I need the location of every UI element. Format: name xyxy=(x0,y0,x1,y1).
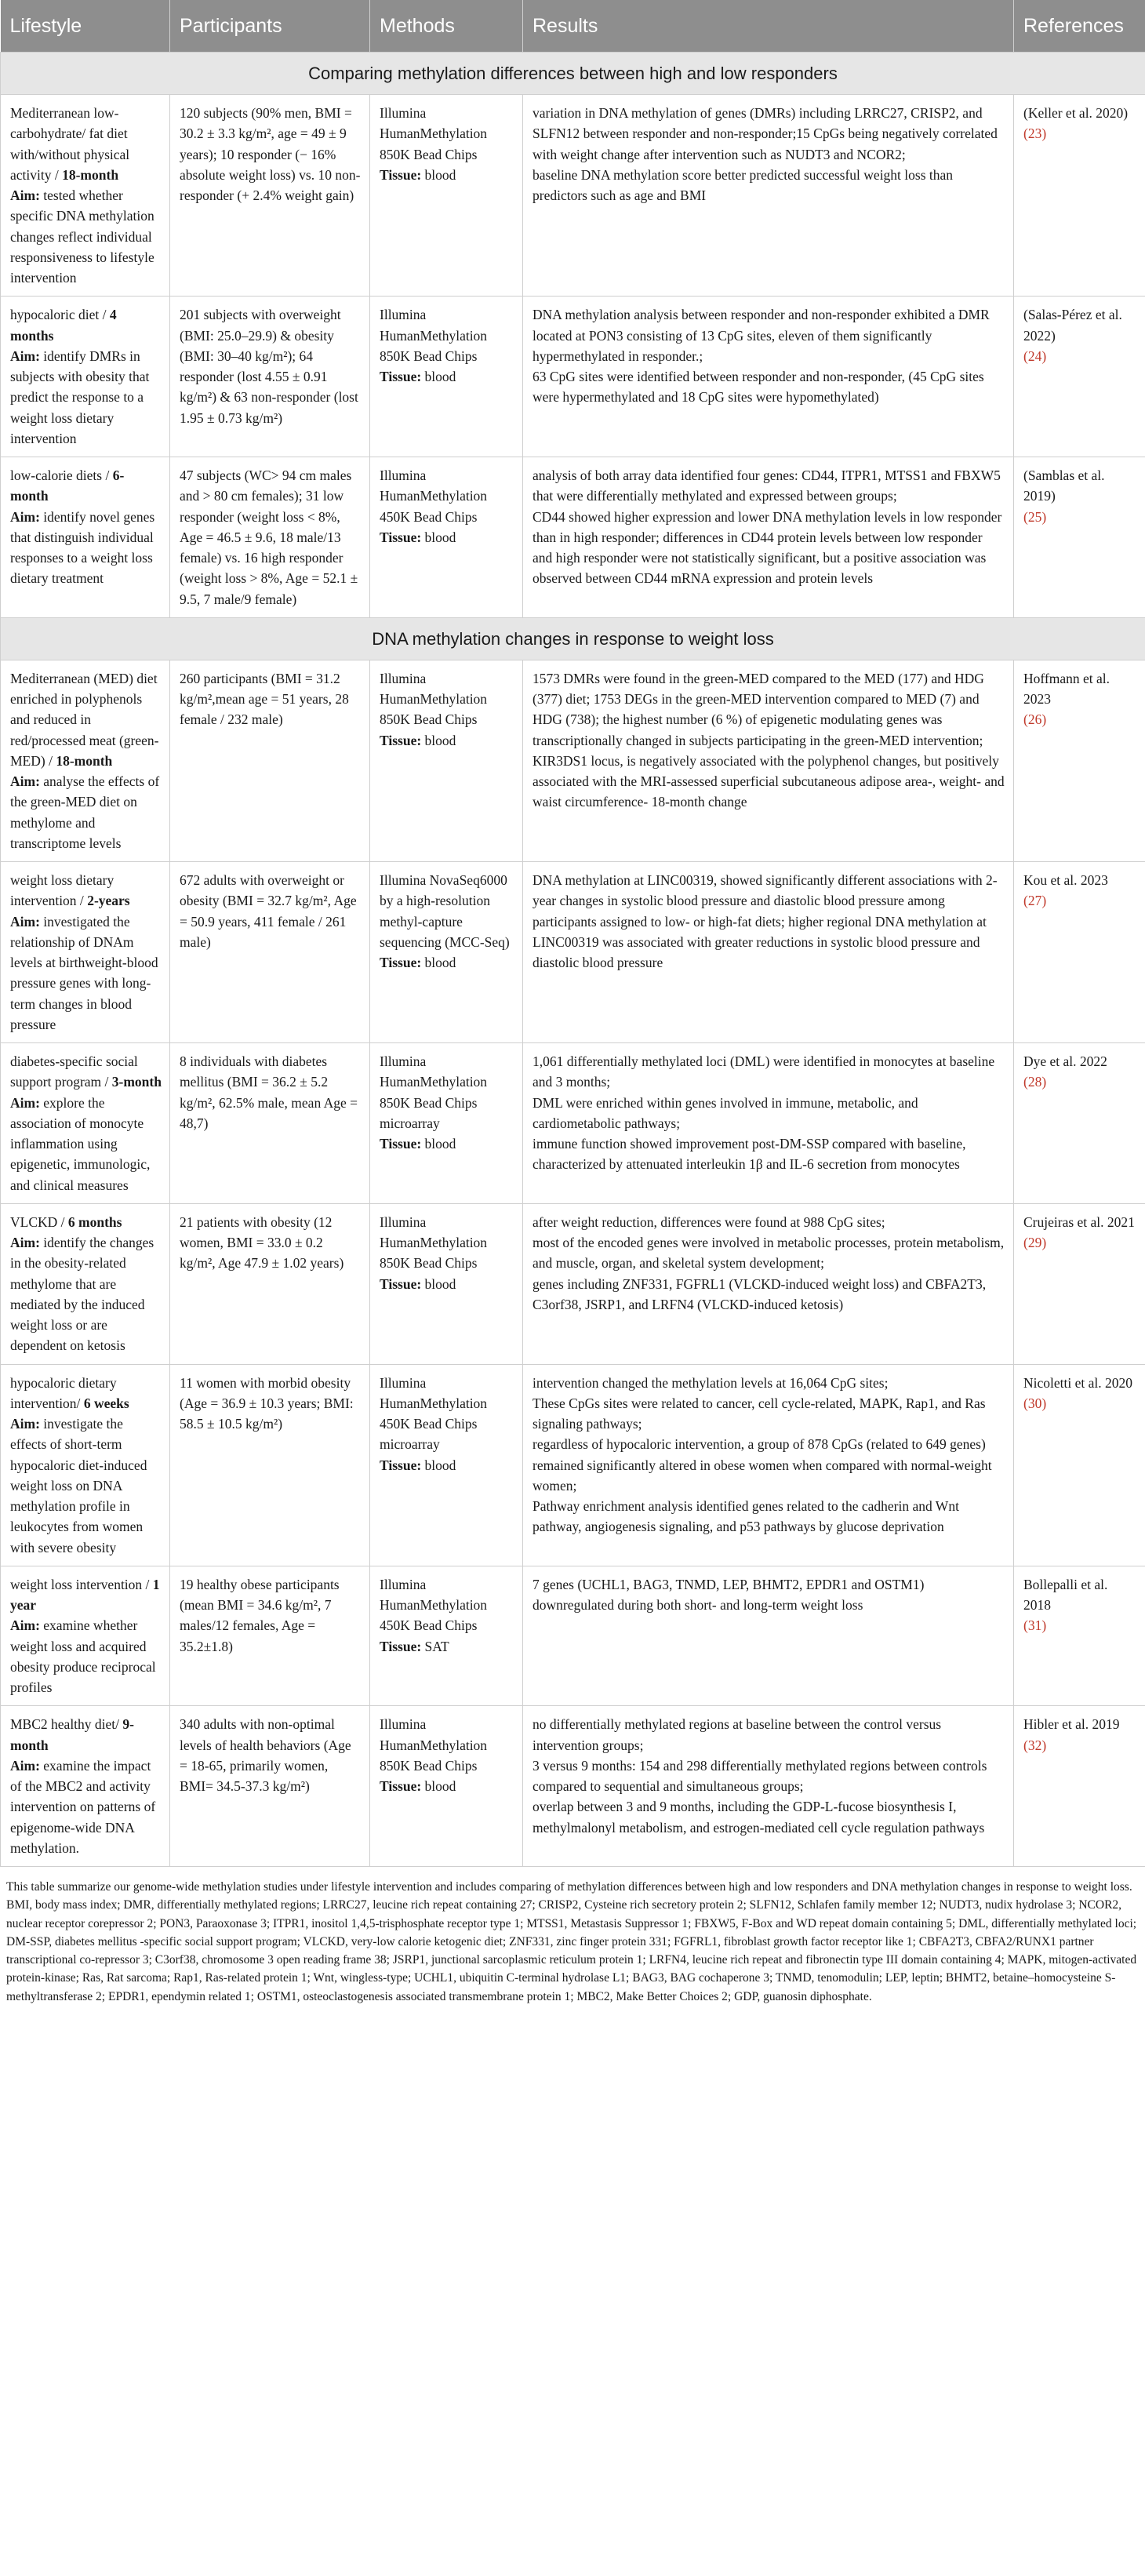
lifestyle-cell xyxy=(1,1566,170,1706)
tissue-label: Tissue: xyxy=(380,529,422,545)
method-text: Illumina NovaSeq6000 by a high-resolution methyl-capture sequencing (MCC-Seq) xyxy=(380,872,510,950)
lifestyle-cell xyxy=(1,1364,170,1566)
methods-cell xyxy=(370,297,523,457)
methods-cell xyxy=(370,660,523,861)
reference-cell xyxy=(1014,457,1145,618)
table-row xyxy=(1,1203,1145,1364)
reference-link[interactable]: (32) xyxy=(1023,1737,1047,1753)
method-text: Illumina HumanMethylation 450K Bead Chips microarray xyxy=(380,1374,488,1453)
lifestyle-cell xyxy=(1,95,170,297)
method-text: Illumina HumanMethylation 850K Bead Chips xyxy=(380,1716,488,1774)
reference-citation: Hibler et al. 2019 xyxy=(1023,1716,1120,1733)
result-line: most of the encoded genes were involved in metabolic processes, protein metabolism, and muscle, organ, and skeletal system development; xyxy=(533,1235,1005,1272)
tissue-text: blood xyxy=(421,1275,456,1292)
table-row xyxy=(1,862,1145,1043)
methods-cell xyxy=(370,1566,523,1706)
header-results: Results xyxy=(523,0,1014,53)
results-cell xyxy=(523,660,1014,861)
participants-cell: 672 adults with overweight or obesity (BMI = 32.7 kg/m², Age = 50.9 years, 411 female / 261 male) xyxy=(170,862,370,1043)
reference-link[interactable]: (28) xyxy=(1023,1074,1047,1090)
results-cell xyxy=(523,1203,1014,1364)
reference-citation: (Keller et al. 2020) xyxy=(1023,105,1129,121)
lifestyle-cell xyxy=(1,1706,170,1867)
tissue-label: Tissue: xyxy=(380,1778,422,1794)
result-line: DNA methylation analysis between responder and non-responder exhibited a DMR located at PON3 consisting of 13 CpG sites, eleven of them significantly hypermethylated in responder.; xyxy=(533,307,990,364)
participants-cell: 8 individuals with diabetes mellitus (BMI = 36.2 ± 5.2 kg/m², 62.5% male, mean Age = 48,7) xyxy=(170,1043,370,1204)
participants-cell: 201 subjects with overweight (BMI: 25.0–29.9) & obesity (BMI: 30–40 kg/m²); 64 responder (lost 4.55 ± 0.91 kg/m²) & 63 non-responder (lost 1.95 ± 0.73 kg/m²) xyxy=(170,297,370,457)
methods-cell xyxy=(370,862,523,1043)
result-line: no differentially methylated regions at baseline between the control versus intervention groups; xyxy=(533,1716,942,1753)
results-cell xyxy=(523,1043,1014,1204)
aim-text: tested whether specific DNA methylation changes reflect individual responsiveness to lifestyle intervention xyxy=(10,187,154,286)
aim-text: examine whether weight loss and acquired obesity produce reciprocal profiles xyxy=(10,1617,156,1695)
tissue-label: Tissue: xyxy=(380,1457,422,1473)
method-text: Illumina HumanMethylation 450K Bead Chips xyxy=(380,468,488,525)
table-row xyxy=(1,1364,1145,1566)
participants-cell: 11 women with morbid obesity (Age = 36.9 ± 10.3 years; BMI: 58.5 ± 10.5 kg/m²) xyxy=(170,1364,370,1566)
methods-cell xyxy=(370,457,523,618)
result-line: baseline DNA methylation score better predicted successful weight loss than predictors such as age and BMI xyxy=(533,166,954,203)
reference-cell xyxy=(1014,1203,1145,1364)
intervention-duration: 6-month xyxy=(10,468,125,504)
reference-link[interactable]: (26) xyxy=(1023,711,1047,728)
reference-cell xyxy=(1014,1043,1145,1204)
tissue-text: blood xyxy=(421,1457,456,1473)
methods-cell xyxy=(370,1706,523,1867)
results-cell xyxy=(523,95,1014,297)
table-row xyxy=(1,1566,1145,1706)
result-line: 1573 DMRs were found in the green-MED compared to the MED (177) and HDG (377) diet; 1753 DEGs in the green-MED intervention compared to MED (7) and HDG (738); the highest number (6 %) of epigenetic modulating genes was transcriptionally changed in subjects participating in the green-MED intervention; KIR3DS1 locus, is negatively associated with the polyphenol changes, but positively associated with the MRI-assessed superficial subcutaneous adipose area-, weight- and waist circumference- 18-month change xyxy=(533,670,1005,810)
lifestyle-cell xyxy=(1,297,170,457)
result-line: after weight reduction, differences were found at 988 CpG sites; xyxy=(533,1213,885,1230)
reference-citation: (Salas-Pérez et al. 2022) xyxy=(1023,307,1122,344)
results-cell xyxy=(523,862,1014,1043)
result-line: 63 CpG sites were identified between responder and non-responder, (45 CpG sites were hypermethylated and 18 CpG sites were hypomethylated) xyxy=(533,369,984,406)
table-footnote: This table summarize our genome-wide methylation studies under lifestyle intervention and includes comparing of methylation differences between high and low responders and DNA methylation changes in response to weight loss. BMI, body mass index; DMR, differentially methylated regions; LRRC27, leucine rich repeat containing 27; CRISP2, Cysteine rich secretory protein 2; SLFN12, Schlafen family member 12; NUDT3, nudix hydrolase 3; NCOR2, nuclear receptor corepressor 2; PON3, Paraoxonase 3; ITPR1, inositol 1,4,5-trisphosphate receptor type 1; MTSS1, Metastasis Suppressor 1; FBXW5, F-Box and WD repeat domain containing 5; DML, differentially methylated loci; DM-SSP, diabetes mellitus -specific social support program; VLCKD, very-low calorie ketogenic diet; ZNF331, zinc finger protein 331; FGFRL1, fibroblast growth factor receptor like 1; CBFA2T3, CBFA2/RUNX1 partner transcriptional co-repressor 3; C3orf38, chromosome 3 open reading frame 38; JSRP1, junctional sarcoplasmic reticulum protein 1; LRFN4, leucine rich repeat and fibronectin type III domain containing 4; MAPK, mitogen-activated protein-kinase; Ras, Rat sarcoma; Rap1, Ras-related protein 1; Wnt, wingless-type; UCHL1, ubiquitin C-terminal hydrolase L1; BAG3, BAG cochaperone 3; TNMD, tenomodulin; LEP, leptin; BHMT2, betaine–homocysteine S-methyltransferase 2; EPDR1, ependymin related 1; OSTM1, osteoclastogenesis associated transmembrane protein 1; MBC2, Make Better Choices 2; GDP, guanosin diphosphate. xyxy=(6,1880,1137,2003)
table-row xyxy=(1,660,1145,861)
result-line: Pathway enrichment analysis identified genes related to the cadherin and Wnt pathway, angiogenesis signaling, and p53 pathways by glucose deprivation xyxy=(533,1498,959,1535)
method-text: Illumina HumanMethylation 850K Bead Chips xyxy=(380,670,488,728)
tissue-text: blood xyxy=(421,732,456,748)
header-lifestyle: Lifestyle xyxy=(1,0,170,53)
aim-text: analyse the effects of the green-MED diet on methylome and transcriptome levels xyxy=(10,773,160,851)
intervention-text: weight loss dietary intervention / xyxy=(10,872,114,909)
reference-cell xyxy=(1014,862,1145,1043)
result-line: 3 versus 9 months: 154 and 298 differentially methylated regions between controls compared to sequential and simultaneous groups; xyxy=(533,1757,987,1794)
results-cell xyxy=(523,457,1014,618)
table-header-row xyxy=(1,0,1145,53)
reference-citation: (Samblas et al. 2019) xyxy=(1023,468,1105,504)
reference-link[interactable]: (23) xyxy=(1023,126,1047,142)
aim-label: Aim: xyxy=(10,913,40,930)
method-text: Illumina HumanMethylation 850K Bead Chips microarray xyxy=(380,1053,488,1131)
intervention-text: MBC2 healthy diet/ xyxy=(10,1716,123,1733)
lifestyle-cell xyxy=(1,660,170,861)
results-cell xyxy=(523,1364,1014,1566)
reference-citation: Crujeiras et al. 2021 xyxy=(1023,1213,1135,1230)
tissue-text: blood xyxy=(421,529,456,545)
reference-cell xyxy=(1014,95,1145,297)
aim-label: Aim: xyxy=(10,187,40,203)
reference-link[interactable]: (31) xyxy=(1023,1617,1047,1634)
participants-cell: 120 subjects (90% men, BMI = 30.2 ± 3.3 kg/m², age = 49 ± 9 years); 10 responder (− 16% absolute weight loss) vs. 10 non-responder (+ 2.4% weight gain) xyxy=(170,95,370,297)
reference-citation: Kou et al. 2023 xyxy=(1023,872,1108,888)
reference-cell xyxy=(1014,1566,1145,1706)
table-row xyxy=(1,95,1145,297)
aim-label: Aim: xyxy=(10,347,40,364)
aim-text: identify DMRs in subjects with obesity that predict the response to a weight loss dietary intervention xyxy=(10,347,150,446)
tissue-text: SAT xyxy=(421,1638,449,1654)
reference-cell xyxy=(1014,297,1145,457)
participants-cell: 21 patients with obesity (12 women, BMI = 33.0 ± 0.2 kg/m², Age 47.9 ± 1.02 years) xyxy=(170,1203,370,1364)
participants-cell: 47 subjects (WC> 94 cm males and > 80 cm females); 31 low responder (weight loss < 8%, Age = 46.5 ± 9.6, 18 male/13 female) vs. 16 high responder (weight loss > 8%, Age = 52.1 ± 9.5, 7 male/9 female) xyxy=(170,457,370,618)
participants-cell: 340 adults with non-optimal levels of health behaviors (Age = 18-65, primarily women, BMI= 34.5-37.3 kg/m²) xyxy=(170,1706,370,1867)
intervention-text: Mediterranean (MED) diet enriched in polyphenols and reduced in red/processed meat (green-MED) / xyxy=(10,670,159,769)
result-line: 1,061 differentially methylated loci (DML) were identified in monocytes at baseline and 3 months; xyxy=(533,1053,995,1090)
result-line: These CpGs sites were related to cancer, cell cycle-related, MAPK, Rap1, and Ras signaling pathways; xyxy=(533,1395,986,1432)
intervention-duration: 3-month xyxy=(111,1074,162,1090)
result-line: 7 genes (UCHL1, BAG3, TNMD, LEP, BHMT2, EPDR1 and OSTM1) downregulated during both short- and long-term weight loss xyxy=(533,1576,925,1613)
participants-cell: 260 participants (BMI = 31.2 kg/m²,mean age = 51 years, 28 female / 232 male) xyxy=(170,660,370,861)
header-references: References xyxy=(1014,0,1145,53)
intervention-text: weight loss intervention / xyxy=(10,1576,153,1592)
reference-cell xyxy=(1014,1364,1145,1566)
intervention-duration: 1 year xyxy=(10,1576,160,1613)
tissue-label: Tissue: xyxy=(380,369,422,384)
intervention-text: Mediterranean low-carbohydrate/ fat diet with/without physical activity / xyxy=(10,105,130,183)
tissue-text: blood xyxy=(421,166,456,183)
header-methods: Methods xyxy=(370,0,523,53)
section-title: Comparing methylation differences between high and low responders xyxy=(1,53,1145,95)
method-text: Illumina HumanMethylation 850K Bead Chips xyxy=(380,307,488,364)
tissue-label: Tissue: xyxy=(380,1136,422,1152)
reference-link[interactable]: (25) xyxy=(1023,508,1047,525)
result-line: DML were enriched within genes involved in immune, metabolic, and cardiometabolic pathways; xyxy=(533,1094,918,1131)
intervention-duration: 9-month xyxy=(10,1716,134,1753)
intervention-text: low-calorie diets / xyxy=(10,468,113,483)
tissue-label: Tissue: xyxy=(380,955,422,970)
reference-link[interactable]: (30) xyxy=(1023,1395,1047,1411)
intervention-duration: 18-month xyxy=(62,166,119,183)
aim-label: Aim: xyxy=(10,773,40,789)
results-cell xyxy=(523,297,1014,457)
method-text: Illumina HumanMethylation 850K Bead Chips xyxy=(380,105,488,162)
table-row xyxy=(1,297,1145,457)
results-cell xyxy=(523,1566,1014,1706)
aim-label: Aim: xyxy=(10,1617,40,1634)
lifestyle-cell xyxy=(1,862,170,1043)
reference-cell xyxy=(1014,1706,1145,1867)
participants-cell: 19 healthy obese participants (mean BMI = 34.6 kg/m², 7 males/12 females, Age = 35.2±1.8) xyxy=(170,1566,370,1706)
reference-citation: Nicoletti et al. 2020 xyxy=(1023,1374,1132,1391)
table-body xyxy=(1,53,1145,1867)
result-line: analysis of both array data identified four genes: CD44, ITPR1, MTSS1 and FBXW5 that were differentially methylated and expressed between groups; xyxy=(533,468,1001,504)
intervention-duration: 6 months xyxy=(67,1213,122,1230)
result-line: variation in DNA methylation of genes (DMRs) including LRRC27, CRISP2, and SLFN12 between responder and non-responder;15 CpGs being negatively correlated with weight change after intervention such as NUDT3 and NCOR2; xyxy=(533,105,998,162)
intervention-duration: 18-month xyxy=(56,752,113,769)
aim-text: examine the impact of the MBC2 and activity intervention on patterns of epigenome-wide DNA methylation. xyxy=(10,1757,156,1856)
methods-cell xyxy=(370,1364,523,1566)
tissue-label: Tissue: xyxy=(380,732,422,748)
intervention-text: hypocaloric diet / xyxy=(10,307,110,323)
results-cell xyxy=(523,1706,1014,1867)
result-line: immune function showed improvement post-DM-SSP compared with baseline, characterized by attenuated interleukin 1β and IL-6 secretion from monocytes xyxy=(533,1136,966,1173)
tissue-text: blood xyxy=(421,955,456,970)
intervention-text: VLCKD / xyxy=(10,1213,68,1230)
table-row xyxy=(1,457,1145,618)
tissue-text: blood xyxy=(421,1136,456,1152)
aim-label: Aim: xyxy=(10,508,40,525)
result-line: genes including ZNF331, FGFRL1 (VLCKD-induced weight loss) and CBFA2T3, C3orf38, JSRP1, and LRFN4 (VLCKD-induced ketosis) xyxy=(533,1275,987,1312)
method-text: Illumina HumanMethylation 850K Bead Chips xyxy=(380,1213,488,1272)
section-row xyxy=(1,617,1145,660)
aim-text: investigate the effects of short-term hypocaloric diet-induced weight loss on DNA methylation profile in leukocytes from women with severe obesity xyxy=(10,1416,147,1555)
intervention-duration: 6 weeks xyxy=(83,1395,129,1411)
result-line: intervention changed the methylation levels at 16,064 CpG sites; xyxy=(533,1374,889,1391)
section-row xyxy=(1,53,1145,95)
section-title: DNA methylation changes in response to weight loss xyxy=(1,617,1145,660)
header-participants: Participants xyxy=(170,0,370,53)
aim-label: Aim: xyxy=(10,1094,40,1111)
aim-text: identify the changes in the obesity-related methylome that are mediated by the induced weight loss or are dependent on ketosis xyxy=(10,1235,154,1354)
aim-label: Aim: xyxy=(10,1757,40,1774)
tissue-label: Tissue: xyxy=(380,1638,422,1654)
result-line: regardless of hypocaloric intervention, a group of 878 CpGs (related to 649 genes) remained significantly altered in obese women when compared with normal-weight women; xyxy=(533,1436,992,1494)
methods-cell xyxy=(370,95,523,297)
intervention-text: diabetes-specific social support program / xyxy=(10,1053,138,1090)
reference-citation: Hoffmann et al. 2023 xyxy=(1023,670,1110,707)
tissue-label: Tissue: xyxy=(380,1275,422,1292)
tissue-text: blood xyxy=(421,1778,456,1794)
reference-cell xyxy=(1014,660,1145,861)
tissue-label: Tissue: xyxy=(380,166,422,183)
lifestyle-cell xyxy=(1,457,170,618)
result-line: CD44 showed higher expression and lower DNA methylation levels in low responder than in high responder; differences in CD44 protein levels between low responder and high responder were not statistically significant, but a positive association was observed between CD44 mRNA expression and protein levels xyxy=(533,508,1002,587)
aim-text: identify novel genes that distinguish individual responses to a weight loss dietary treatment xyxy=(10,508,155,587)
result-line: overlap between 3 and 9 months, including the GDP-L-fucose biosynthesis I, methylmalonyl metabolism, and estrogen-mediated cell cycle regulation pathways xyxy=(533,1799,985,1836)
table-row xyxy=(1,1706,1145,1867)
lifestyle-cell xyxy=(1,1203,170,1364)
aim-label: Aim: xyxy=(10,1416,40,1432)
intervention-text: hypocaloric dietary intervention/ xyxy=(10,1374,117,1411)
reference-link[interactable]: (27) xyxy=(1023,893,1047,909)
method-text: Illumina HumanMethylation 450K Bead Chips xyxy=(380,1576,488,1634)
methods-cell xyxy=(370,1043,523,1204)
table-row xyxy=(1,1043,1145,1204)
result-line: DNA methylation at LINC00319, showed significantly different associations with 2-year changes in systolic blood pressure and diastolic blood pressure among participants assigned to low- or high-fat diets; higher regional DNA methylation at LINC00319 was associated with greater reductions in systolic blood pressure and diastolic blood pressure xyxy=(533,872,998,970)
aim-text: explore the association of monocyte inflammation using epigenetic, immunologic, and clinical measures xyxy=(10,1094,151,1193)
tissue-text: blood xyxy=(421,369,456,384)
reference-link[interactable]: (29) xyxy=(1023,1235,1047,1250)
aim-text: investigated the relationship of DNAm levels at birthweight-blood pressure genes with long-term changes in blood pressure xyxy=(10,913,158,1032)
lifestyle-cell xyxy=(1,1043,170,1204)
methods-cell xyxy=(370,1203,523,1364)
aim-label: Aim: xyxy=(10,1235,40,1250)
reference-link[interactable]: (24) xyxy=(1023,347,1047,364)
intervention-duration: 4 months xyxy=(10,307,117,344)
reference-citation: Dye et al. 2022 xyxy=(1023,1053,1107,1069)
reference-citation: Bollepalli et al. 2018 xyxy=(1023,1576,1108,1613)
intervention-duration: 2-years xyxy=(87,893,130,909)
